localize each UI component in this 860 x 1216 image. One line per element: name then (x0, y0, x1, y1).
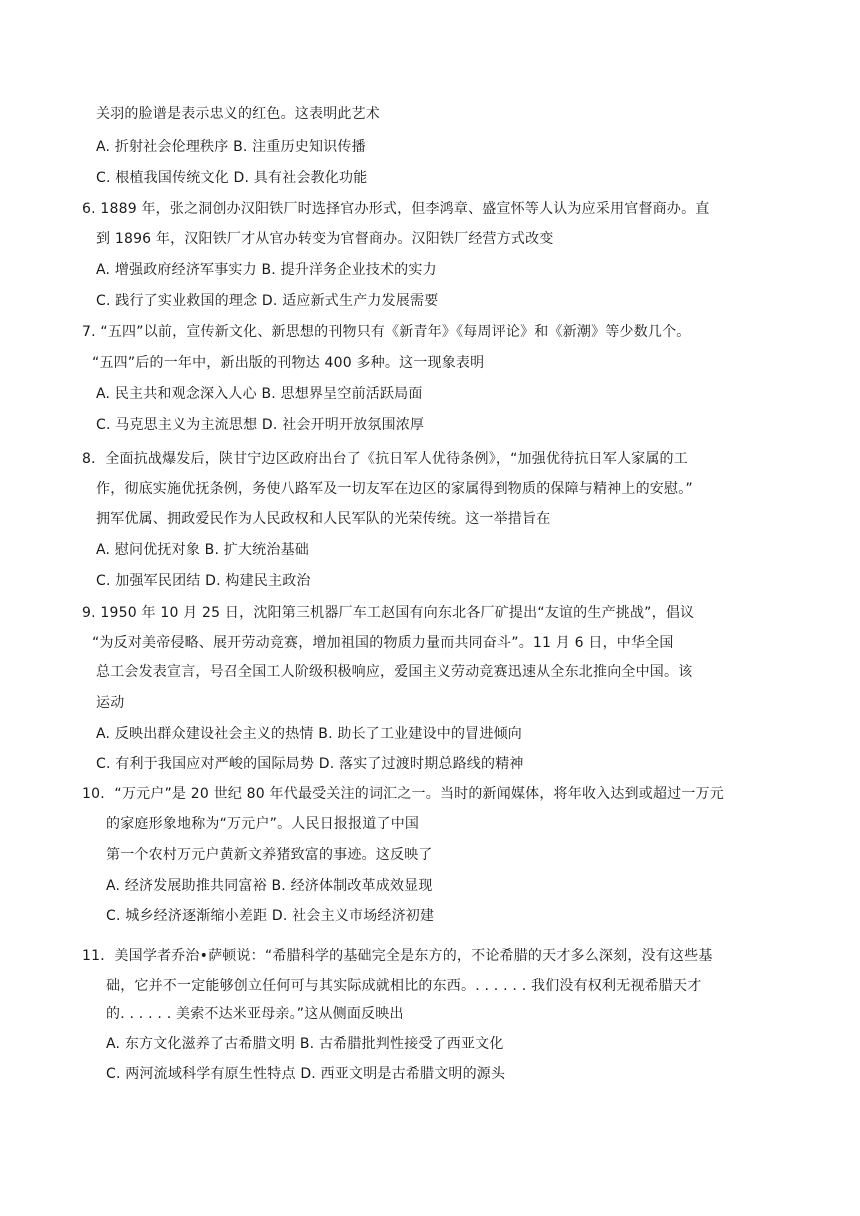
q11-options-ab: A. 东方文化滋养了古希腊文明 B. 古希腊批判性接受了西亚文化 (106, 1036, 504, 1052)
q8-options-ab: A. 慰问优抚对象 B. 扩大统治基础 (96, 542, 309, 558)
q8-stem-line-2: 作，彻底实施优抚条例，务使八路军及一切友军在边区的家属得到物质的保障与精神上的安慰。” (96, 481, 693, 497)
q9-stem-line-3: 总工会发表宣言，号召全国工人阶级积极响应，爱国主义劳动竞赛迅速从全东北推向全中国。该 (96, 664, 693, 680)
q10-stem-line-3: 第一个农村万元户黄新文养猪致富的事迹。这反映了 (106, 847, 433, 863)
q11-options-cd: C. 两河流域科学有原生性特点 D. 西亚文明是古希腊文明的源头 (106, 1066, 506, 1082)
q8-stem-line-3: 拥军优属、拥政爱民作为人民政权和人民军队的光荣传统。这一举措旨在 (96, 511, 551, 527)
q8-options-cd: C. 加强军民团结 D. 构建民主政治 (96, 573, 311, 589)
q7-stem-line-1: 7. “五四”以前，宣传新文化、新思想的刊物只有《新青年》《每周评论》和《新潮》等少数几个。 (82, 324, 691, 340)
q9-stem-line-2: “为反对美帝侵略、展开劳动竞赛，增加祖国的物质力量而共同奋斗”。11 月 6 日，中华全国 (92, 635, 674, 651)
q9-stem-line-4: 运动 (96, 695, 125, 711)
q10-options-ab: A. 经济发展助推共同富裕 B. 经济体制改革成效显现 (106, 878, 433, 894)
q7-stem-line-2: “五四”后的一年中，新出版的刊物达 400 多种。这一现象表明 (92, 355, 485, 371)
q6-stem-line-1: 6. 1889 年，张之洞创办汉阳铁厂时选择官办形式，但李鸿章、盛宣怀等人认为应采用官督商办。直 (82, 201, 710, 217)
q9-options-ab: A. 反映出群众建设社会主义的热情 B. 助长了工业建设中的冒进倾向 (96, 726, 522, 742)
q11-stem-line-2: 础，它并不一定能够创立任何可与其实际成就相比的东西。. . . . . . 我们没有权利无视希腊天才 (106, 978, 702, 994)
q11-stem-line-3: 的. . . . . . 美索不达米亚母亲。”这从侧面反映出 (106, 1006, 404, 1022)
q8-stem-line-1: 8．全面抗战爆发后，陕甘宁边区政府出台了《抗日军人优待条例》，“加强优待抗日军人家属的工 (82, 451, 688, 467)
q6-options-ab: A. 增强政府经济军事实力 B. 提升洋务企业技术的实力 (96, 262, 437, 278)
q6-options-cd: C. 践行了实业救国的理念 D. 适应新式生产力发展需要 (96, 293, 439, 309)
q5-options-cd: C. 根植我国传统文化 D. 具有社会教化功能 (96, 170, 368, 186)
q10-stem-line-2: 的家庭形象地称为“万元户”。人民日报报道了中国 (106, 816, 420, 832)
q10-options-cd: C. 城乡经济逐渐缩小差距 D. 社会主义市场经济初建 (106, 908, 435, 924)
q10-stem-line-1: 10．“万元户”是 20 世纪 80 年代最受关注的词汇之一。当时的新闻媒体，将年收入达到或超过一万元 (82, 786, 724, 802)
q11-stem-line-1: 11．美国学者乔治•萨顿说：“希腊科学的基础完全是东方的，不论希腊的天才多么深刻，没有这些基 (82, 948, 713, 964)
q5-options-ab: A. 折射社会伦理秩序 B. 注重历史知识传播 (96, 139, 366, 155)
q9-stem-line-1: 9. 1950 年 10 月 25 日，沈阳第三机器厂车工赵国有向东北各厂矿提出“友谊的生产挑战”，倡议 (82, 605, 695, 621)
q5-stem-line: 关羽的脸谱是表示忠义的红色。这表明此艺术 (96, 106, 380, 122)
q7-options-ab: A. 民主共和观念深入人心 B. 思想界呈空前活跃局面 (96, 386, 423, 402)
q9-options-cd: C. 有利于我国应对严峻的国际局势 D. 落实了过渡时期总路线的精神 (96, 756, 524, 772)
q7-options-cd: C. 马克思主义为主流思想 D. 社会开明开放氛围浓厚 (96, 417, 425, 433)
q6-stem-line-2: 到 1896 年，汉阳铁厂才从官办转变为官督商办。汉阳铁厂经营方式改变 (96, 231, 554, 247)
